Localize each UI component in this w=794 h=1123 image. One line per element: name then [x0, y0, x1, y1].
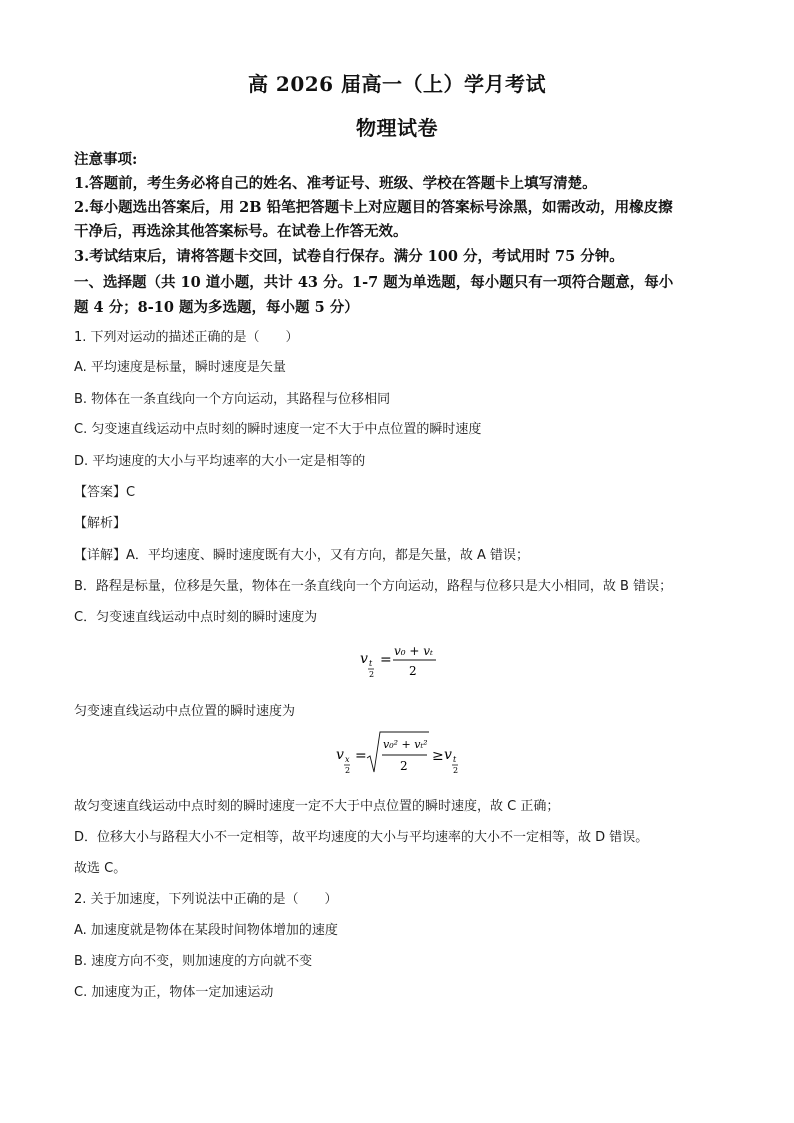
q1-analysis-heading: 【解析】	[74, 516, 127, 531]
q1-option-a: A. 平均速度是标量，瞬时速度是矢量	[74, 360, 286, 375]
formula1-lhs-sub-den: 2	[369, 670, 375, 679]
formula2-rhs-v: v	[444, 747, 452, 763]
formula2-lhs-sub-num: x	[345, 755, 350, 764]
formula-midposition-velocity	[334, 726, 464, 782]
formula1-lhs-v: v	[360, 651, 368, 667]
exam-subject: 物理试卷	[356, 116, 438, 140]
q1-detail-a: 【详解】A．平均速度、瞬时速度既有大小，又有方向，都是矢量，故 A 错误；	[74, 548, 530, 563]
section-1-heading-line-2: 题 4 分；8-10 题为多选题，每小题 5 分）	[74, 299, 359, 316]
q1-detail-c-mid: 匀变速直线运动中点位置的瞬时速度为	[74, 704, 296, 719]
formula2-lhs-v: v	[336, 747, 344, 763]
exam-title: 高 2026 届高一（上）学月考试	[247, 72, 547, 96]
formula1-numerator: v₀ + vₜ	[394, 644, 434, 658]
q2-option-b: B. 速度方向不变，则加速度的方向就不变	[74, 954, 313, 969]
formula2-lhs-sub-den: 2	[345, 766, 351, 775]
notes-item-3: 3.考试结束后，请将答题卡交回，试卷自行保存。满分 100 分，考试用时 75 分钟。	[74, 248, 624, 265]
q1-detail-c-intro: C．匀变速直线运动中点时刻的瞬时速度为	[74, 610, 318, 625]
q1-detail-c-conclusion: 故匀变速直线运动中点时刻的瞬时速度一定不大于中点位置的瞬时速度，故 C 正确；	[74, 799, 560, 814]
q1-option-c: C. 匀变速直线运动中点时刻的瞬时速度一定不大于中点位置的瞬时速度	[74, 422, 482, 437]
formula1-lhs-sub-num: t	[369, 659, 373, 668]
formula1-equals: =	[380, 652, 392, 668]
q2-stem: 2. 关于加速度，下列说法中正确的是（ ）	[74, 892, 338, 907]
notes-heading: 注意事项:	[74, 151, 138, 168]
q2-option-c: C. 加速度为正，物体一定加速运动	[74, 985, 274, 1000]
section-1-heading-line-1: 一、选择题（共 10 道小题，共计 43 分。1-7 题为单选题，每小题只有一项符合题意，每小	[74, 274, 674, 291]
formula1-denominator: 2	[409, 664, 417, 678]
q1-detail-d: D．位移大小与路程大小不一定相等，故平均速度的大小与平均速率的大小不一定相等，故 D 错误。	[74, 830, 649, 845]
notes-item-2-line-2: 干净后，再选涂其他答案标号。在试卷上作答无效。	[74, 223, 408, 240]
formula2-equals: =	[355, 748, 367, 764]
formula2-ge: ≥	[432, 748, 444, 764]
formula2-rhs-sub-den: 2	[453, 766, 459, 775]
q1-option-b: B. 物体在一条直线向一个方向运动，其路程与位移相同	[74, 392, 391, 407]
formula2-denominator: 2	[400, 759, 408, 773]
notes-item-2-line-1: 2.每小题选出答案后，用 2B 铅笔把答题卡上对应题目的答案标号涂黑，如需改动，用橡皮擦	[74, 199, 673, 216]
q1-option-d: D. 平均速度的大小与平均速率的大小一定是相等的	[74, 454, 366, 469]
formula-midtime-velocity	[356, 636, 446, 682]
formula2-rhs-sub-num: t	[453, 755, 457, 764]
notes-item-1: 1.答题前，考生务必将自己的姓名、准考证号、班级、学校在答题卡上填写清楚。	[74, 175, 597, 192]
q1-stem: 1. 下列对运动的描述正确的是（ ）	[74, 330, 299, 345]
q1-choice: 故选 C。	[74, 861, 127, 876]
q1-answer: 【答案】C	[74, 485, 136, 500]
q2-option-a: A. 加速度就是物体在某段时间物体增加的速度	[74, 923, 338, 938]
formula2-numerator: v₀² + vₜ²	[383, 738, 428, 751]
q1-detail-b: B．路程是标量，位移是矢量，物体在一条直线向一个方向运动，路程与位移只是大小相同，故 B 错误；	[74, 579, 673, 594]
